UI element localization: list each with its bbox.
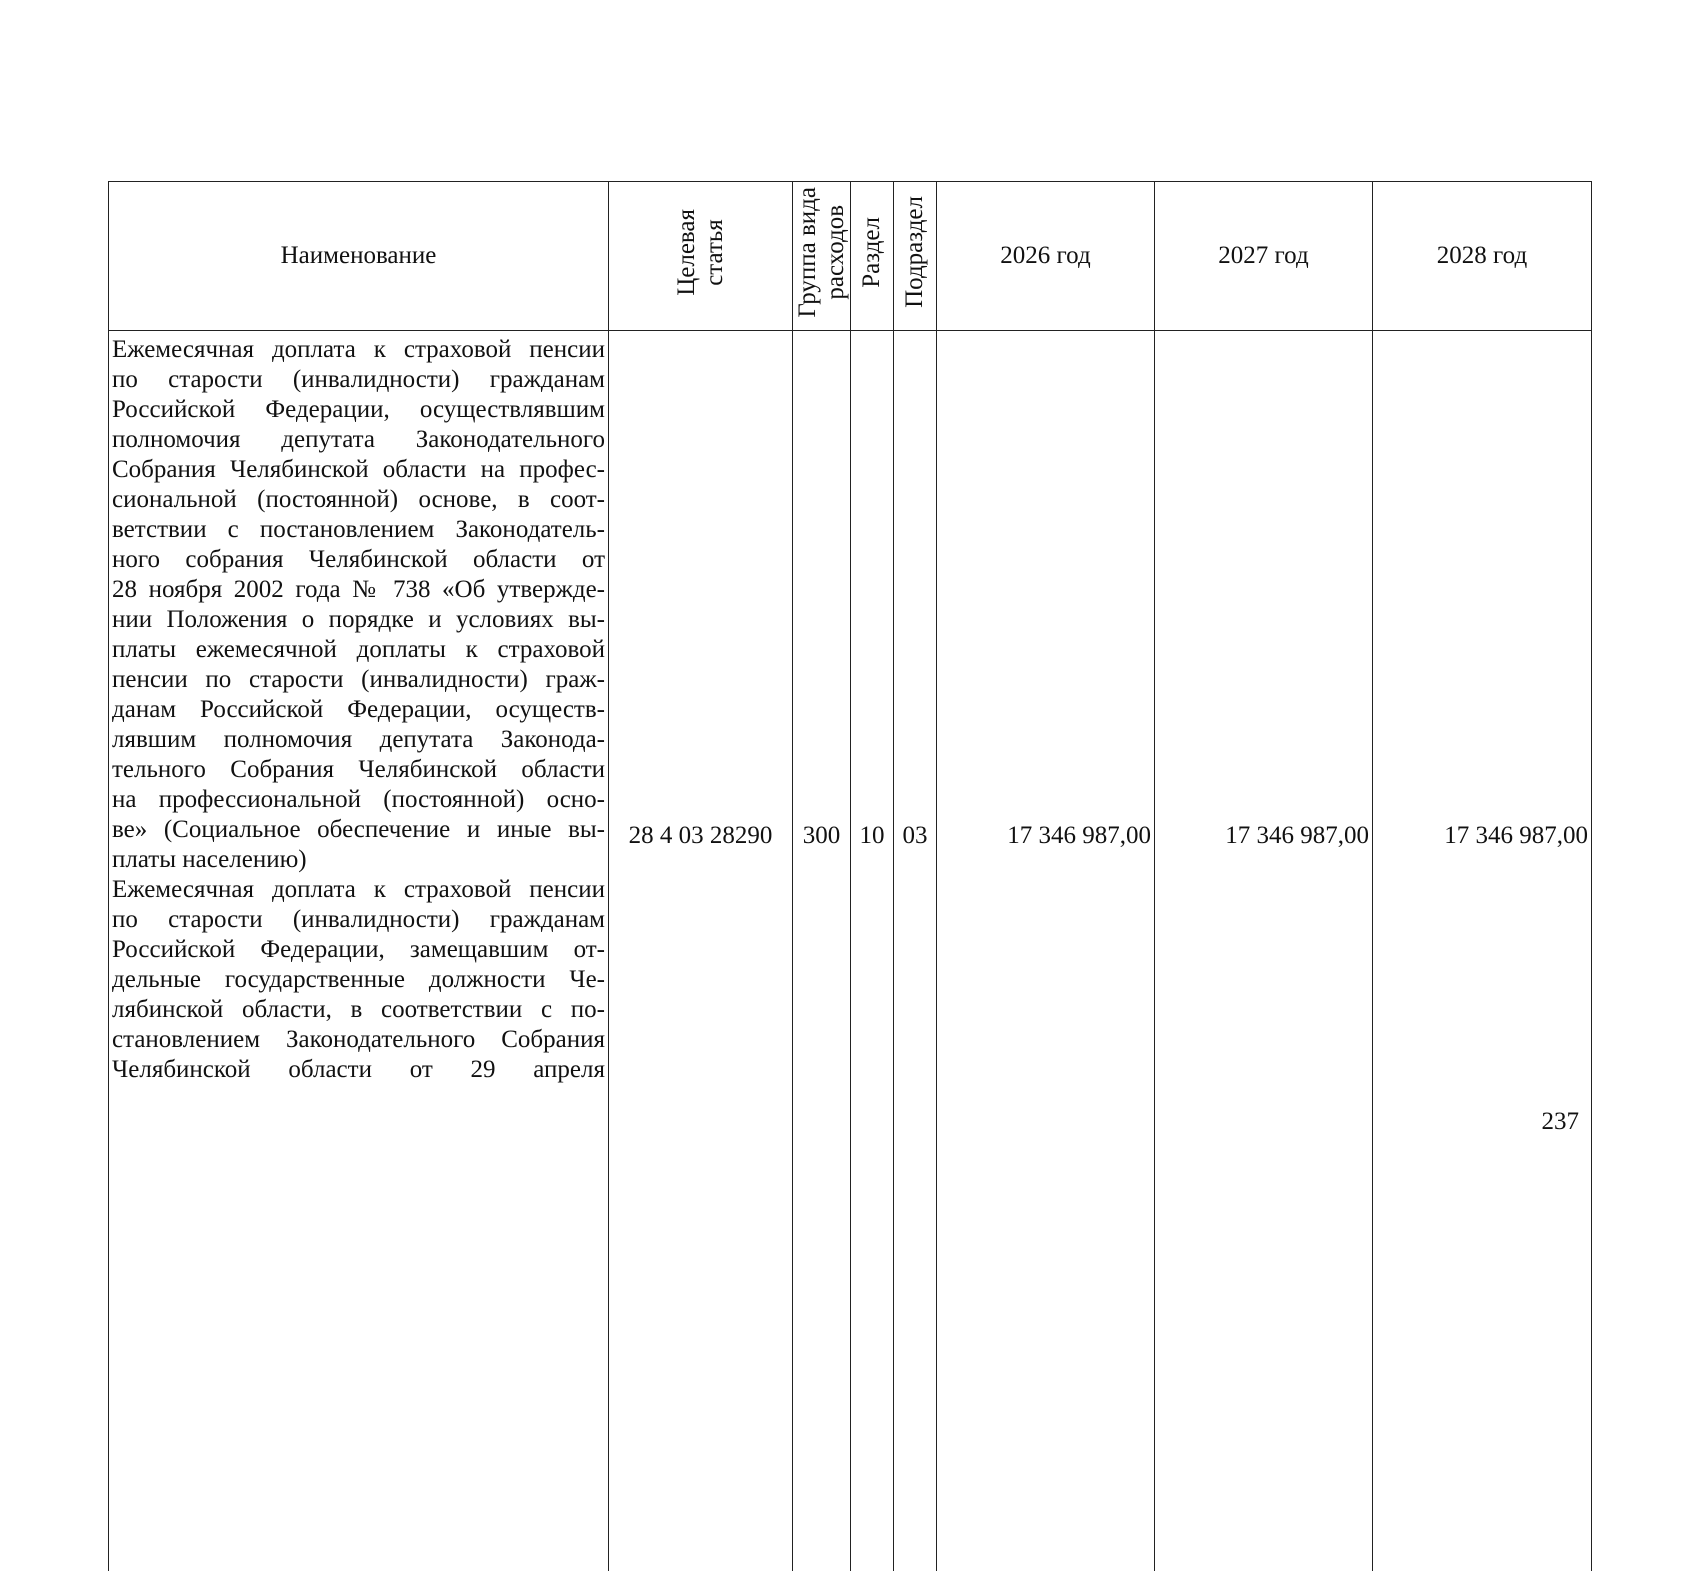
table-body xyxy=(109,331,1592,1571)
header-expense-group-label: Группа вида расходов xyxy=(794,187,850,318)
name-line: Российской Федерации, осуществлявшим xyxy=(112,395,605,425)
name-line: лябинской области, в соответствии с по- xyxy=(112,995,605,1025)
name-line: 28 ноября 2002 года № 738 «Об утвержде- xyxy=(112,575,605,605)
name-line: тельного Собрания Челябинской области xyxy=(112,755,605,785)
header-year-2026: 2026 год xyxy=(937,182,1155,331)
name-line: Ежемесячная доплата к страховой пенсии xyxy=(112,875,605,905)
header-subsection xyxy=(894,182,937,331)
header-row xyxy=(109,182,1592,331)
name-line: Ежемесячная доплата к страховой пенсии xyxy=(112,335,605,365)
row-name-text xyxy=(112,335,605,1085)
name-line: данам Российской Федерации, осуществ- xyxy=(112,695,605,725)
header-expense-group xyxy=(793,182,851,331)
row-name-cell xyxy=(109,331,609,1571)
header-target-article-label: Целевая статья xyxy=(673,209,729,296)
name-line: пенсии по старости (инвалидности) граж- xyxy=(112,665,605,695)
name-line: дельные государственные должности Че- xyxy=(112,965,605,995)
name-line: лявшим полномочия депутата Законода- xyxy=(112,725,605,755)
name-line: по старости (инвалидности) гражданам xyxy=(112,905,605,935)
name-line: Собрания Челябинской области на профес- xyxy=(112,455,605,485)
header-year-2028: 2028 год xyxy=(1373,182,1592,331)
table-header xyxy=(109,182,1592,331)
row-amount-2028: 17 346 987,00 xyxy=(1373,331,1592,1571)
name-line: Российской Федерации, замещавшим от- xyxy=(112,935,605,965)
header-target-article xyxy=(609,182,793,331)
row-section: 10 xyxy=(851,331,894,1571)
header-name: Наименование xyxy=(109,182,609,331)
budget-table xyxy=(108,181,1592,1571)
name-line: ве» (Социальное обеспечение и иные вы- xyxy=(112,815,605,845)
header-section-label: Раздел xyxy=(858,217,886,288)
header-year-2027: 2027 год xyxy=(1155,182,1373,331)
page-number: 237 xyxy=(1542,1108,1580,1136)
header-section xyxy=(851,182,894,331)
table-row xyxy=(109,331,1592,1571)
name-line: сиональной (постоянной) основе, в соот- xyxy=(112,485,605,515)
name-line: платы ежемесячной доплаты к страховой xyxy=(112,635,605,665)
name-line: Челябинской области от 29 апреля xyxy=(112,1055,605,1085)
name-line: по старости (инвалидности) гражданам xyxy=(112,365,605,395)
row-subsection: 03 xyxy=(894,331,937,1571)
name-line: платы населению) xyxy=(112,845,605,875)
name-line: на профессиональной (постоянной) осно- xyxy=(112,785,605,815)
row-expense-group: 300 xyxy=(793,331,851,1571)
header-subsection-label: Подраздел xyxy=(901,196,929,308)
row-amount-2026: 17 346 987,00 xyxy=(937,331,1155,1571)
name-line: становлением Законодательного Собрания xyxy=(112,1025,605,1055)
row-target-article: 28 4 03 28290 xyxy=(609,331,793,1571)
row-amount-2027: 17 346 987,00 xyxy=(1155,331,1373,1571)
name-line: ного собрания Челябинской области от xyxy=(112,545,605,575)
name-line: полномочия депутата Законодательного xyxy=(112,425,605,455)
name-line: ветствии с постановлением Законодатель- xyxy=(112,515,605,545)
name-line: нии Положения о порядке и условиях вы- xyxy=(112,605,605,635)
